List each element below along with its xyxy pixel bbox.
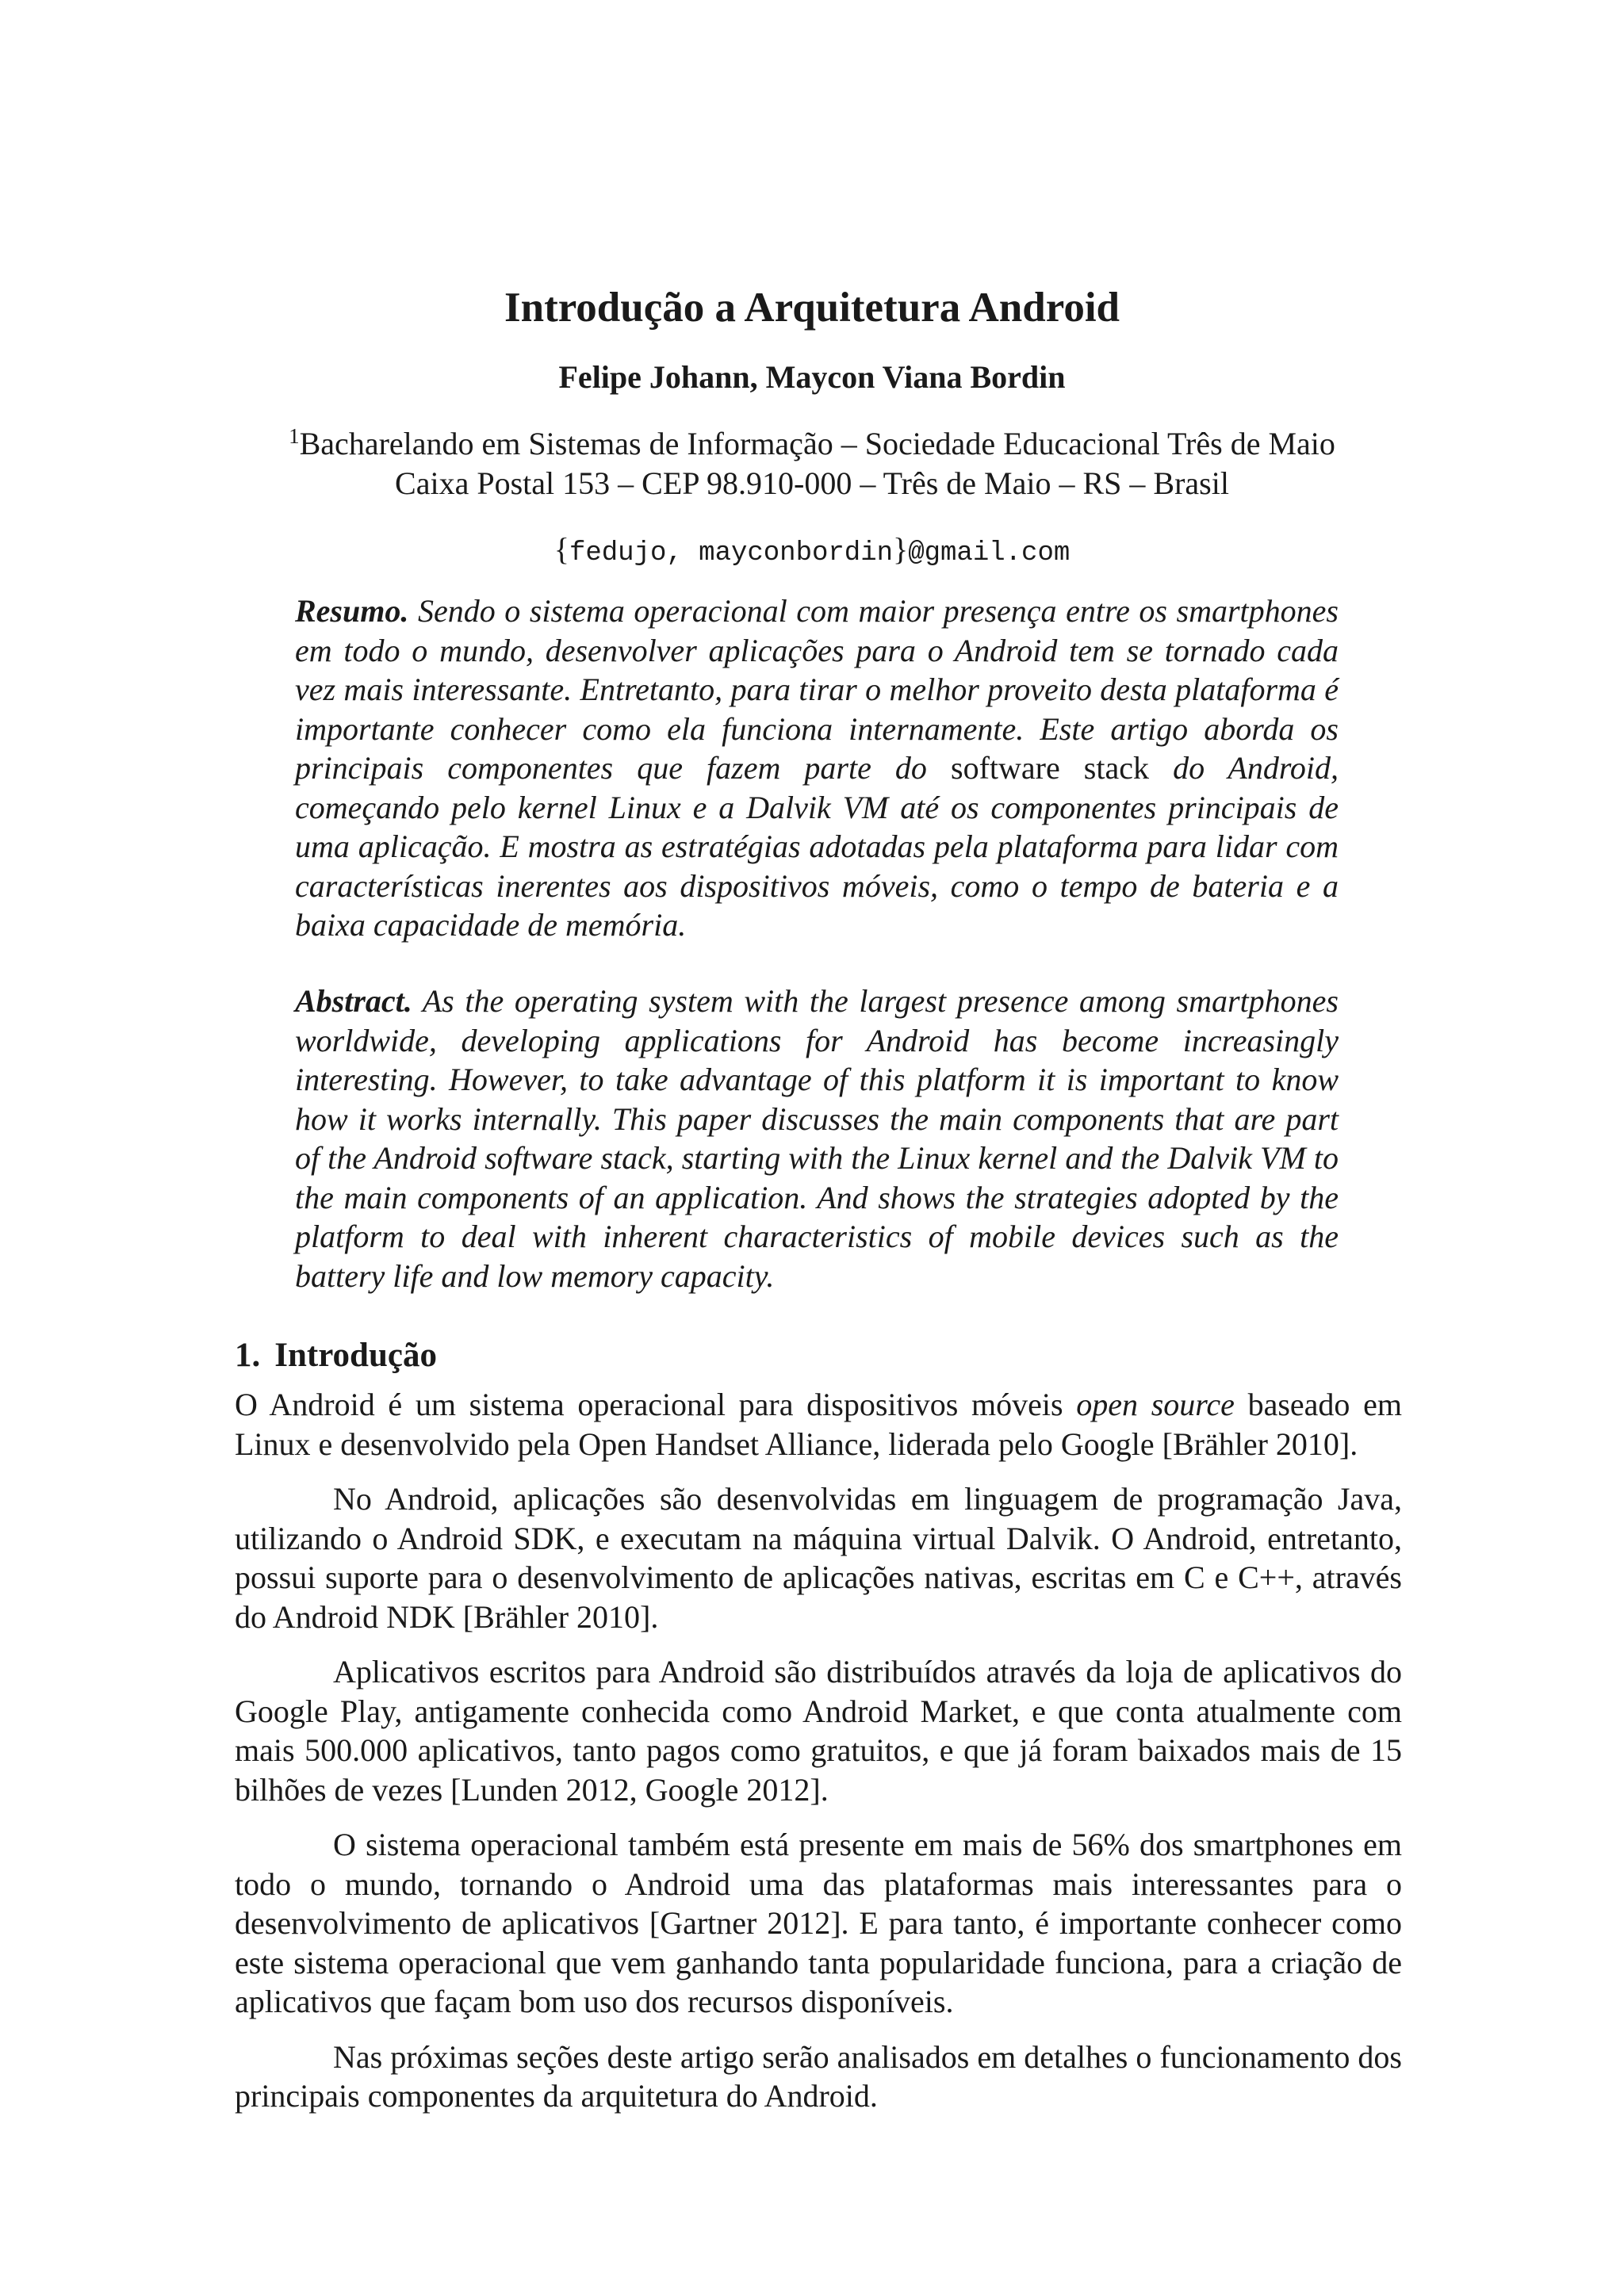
- email-open-brace: {: [553, 531, 569, 567]
- email-users: fedujo, mayconbordin: [569, 538, 894, 568]
- paragraph-3: Aplicativos escritos para Android são distribuídos através da loja de aplicativos do Google Play, antigamente conhecida como Android Market, e que conta atualmente com mais 500.000 aplicativos, tanto pagos como gratuitos, e que já foram baixados mais de 15 bilhões de vezes [Lunden 2012, Google 2012].: [235, 1654, 1402, 1808]
- affiliation: [0, 424, 1624, 503]
- paper-title: Introdução a Arquitetura Android: [504, 285, 1120, 331]
- affiliation-institution: Bacharelando em Sistemas de Informação – Sociedade Educacional Três de Maio: [299, 426, 1335, 461]
- abstract-text: As the operating system with the largest presence among smartphones worldwide, developing applications for Android has become increasingly interesting. However, to take advantage of this platform it is important to know how it works internally. This paper discusses the main components that are part of the Android software stack, starting with the Linux kernel and the Dalvik VM to the main components of an application. And shows the strategies adopted by the platform to deal with inherent characteristics of mobile devices such as the battery life and low memory capacity.: [295, 983, 1339, 1294]
- paragraph-1-after: baseado em Linux e desenvolvido pela Open Handset Alliance, liderada pelo Google [Brähler 2010].: [235, 1387, 1402, 1462]
- email-domain: @gmail.com: [908, 538, 1071, 568]
- section-heading-introducao: [235, 1332, 437, 1380]
- email-close-brace: }: [893, 531, 909, 567]
- author-emails: [0, 530, 1624, 573]
- section-body: [235, 1385, 1402, 2132]
- paragraph-1-emphasis: open source: [1076, 1387, 1235, 1422]
- resumo-text-after: do Android, começando pelo kernel Linux e a Dalvik VM até os componentes principais de uma aplicação. E mostra as estratégias adotadas pela plataforma para lidar com características inerentes aos dispositivos móveis, como o tempo de bateria e a baixa capacidade de memória.: [295, 750, 1339, 943]
- affiliation-line-2: Caixa Postal 153 – CEP 98.910-000 – Três de Maio – RS – Brasil: [395, 465, 1229, 501]
- paragraph-4: O sistema operacional também está presente em mais de 56% dos smartphones em todo o mundo, tornando o Android uma das plataformas mais interessantes para o desenvolvimento de aplicativos [Gartner 2012]. E para tanto, é importante conhecer como este sistema operacional que vem ganhando tanta popularidade funciona, para a criação de aplicativos que façam bom uso dos recursos disponíveis.: [235, 1827, 1402, 2019]
- affiliation-marker: 1: [289, 424, 300, 448]
- resumo-label: Resumo.: [295, 593, 409, 629]
- resumo-block: [295, 591, 1339, 945]
- resumo-text-before: Sendo o sistema operacional com maior presença entre os smartphones em todo o mundo, desenvolver aplicações para o Android tem se tornado cada vez mais interessante. Entretanto, para tirar o melhor proveito desta plataforma é importante conhecer como ela funciona internamente. Este artigo aborda os principais componentes que fazem parte do: [295, 593, 1339, 786]
- paragraph-2: No Android, aplicações são desenvolvidas em linguagem de programação Java, utilizando o Android SDK, e executam na máquina virtual Dalvik. O Android, entretanto, possui suporte para o desenvolvimento de aplicações nativas, escritas em C e C++, através do Android NDK [Brähler 2010].: [235, 1481, 1402, 1635]
- abstract-label: Abstract.: [295, 983, 412, 1019]
- paper-authors: Felipe Johann, Maycon Viana Bordin: [558, 359, 1066, 395]
- section-title-text: Introdução: [274, 1337, 437, 1374]
- paragraph-5: Nas próximas seções deste artigo serão analisados em detalhes o funcionamento dos principais componentes da arquitetura do Android.: [235, 2038, 1402, 2114]
- resumo-roman-term: software stack: [951, 750, 1149, 786]
- paragraph-1: [235, 1385, 1402, 1464]
- abstract-block: [295, 982, 1339, 1295]
- affiliation-line-1: [0, 424, 1624, 464]
- paragraph-1-before: O Android é um sistema operacional para dispositivos móveis: [235, 1387, 1063, 1422]
- section-number: 1.: [235, 1337, 261, 1374]
